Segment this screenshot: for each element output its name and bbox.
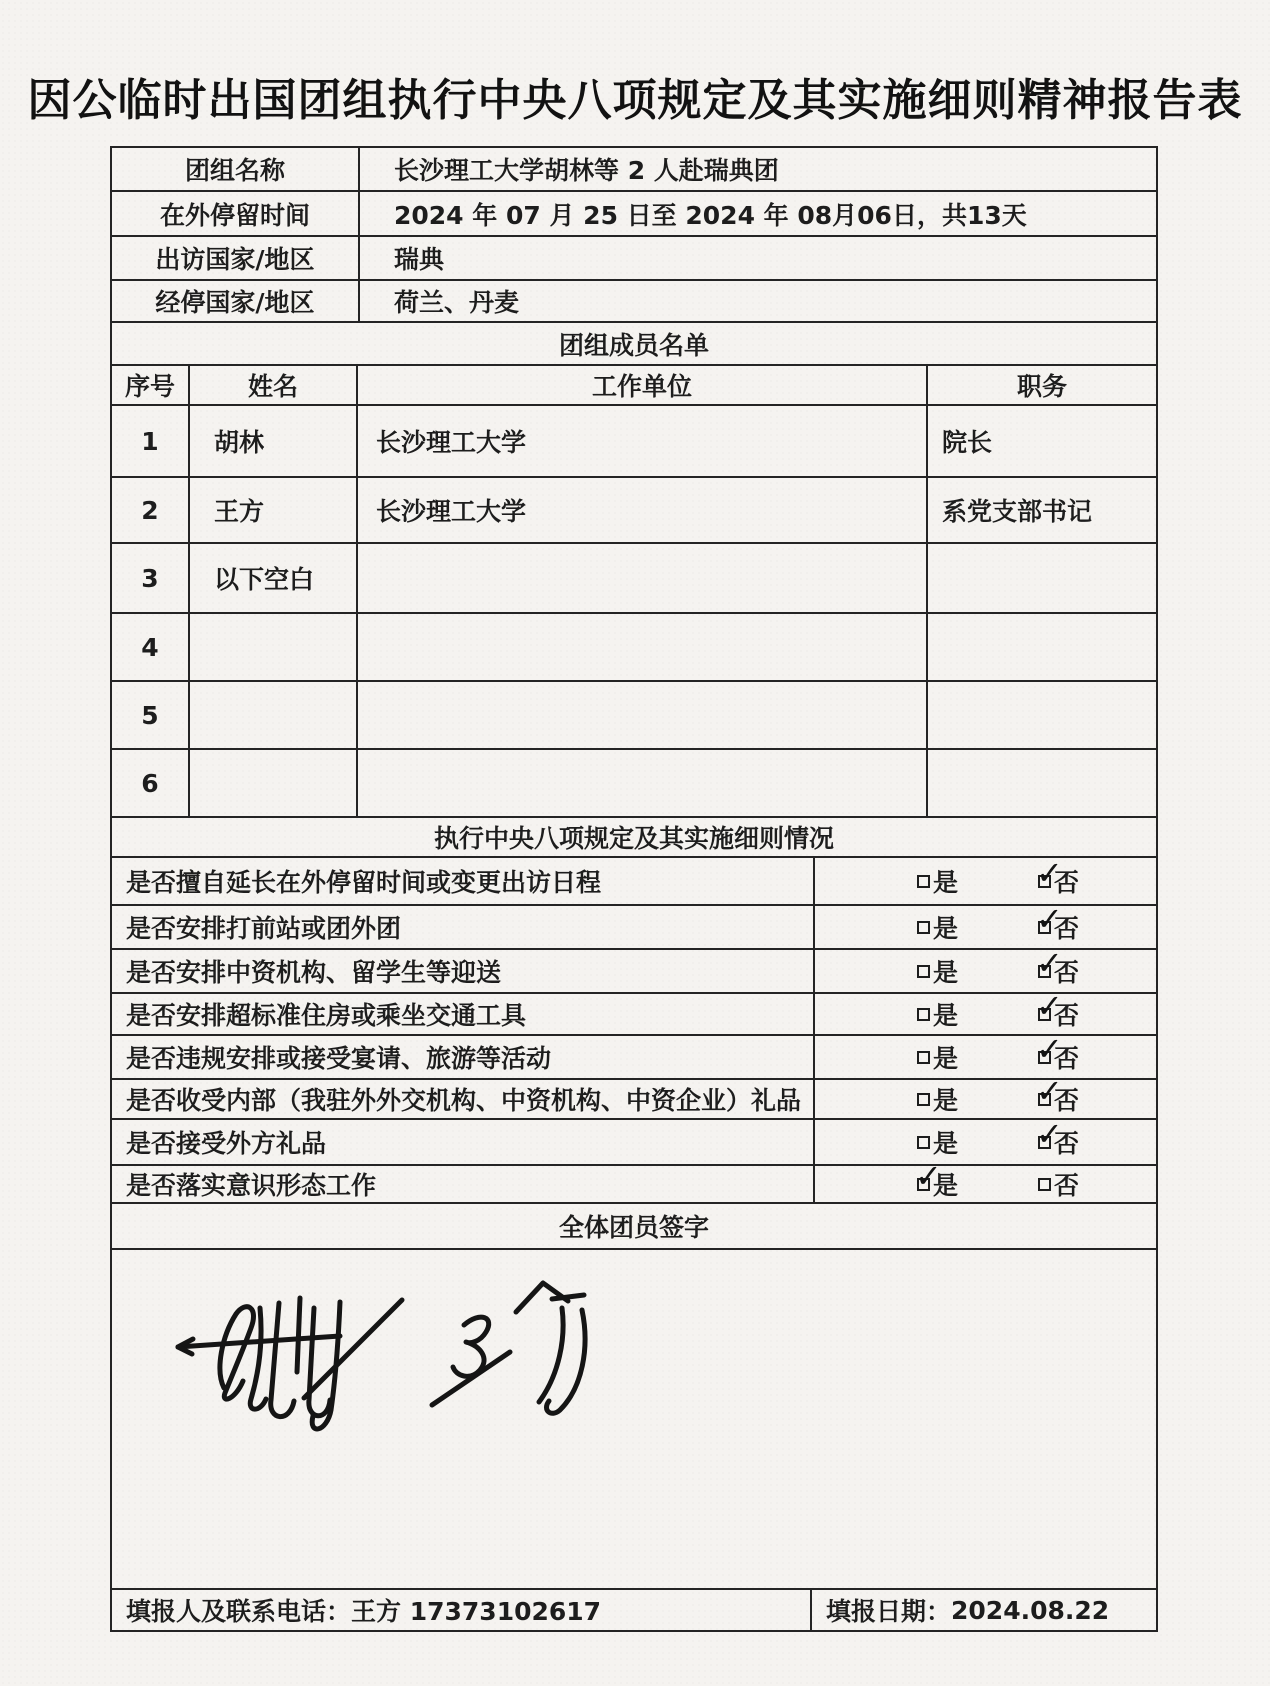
compliance-question-row [112, 950, 1156, 994]
question-answer [815, 1120, 1156, 1164]
question-label: 是否安排中资机构、留学生等迎送 [112, 950, 815, 992]
signature-wangfang [432, 1283, 585, 1413]
compliance-question-row [112, 1036, 1156, 1080]
question-label: 是否收受内部（我驻外外交机构、中资机构、中资企业）礼品 [112, 1080, 815, 1118]
report-date-value: 2024.08.22 [951, 1595, 1110, 1625]
filer-label: 填报人及联系电话： [126, 1597, 352, 1626]
no-label: 否 [1054, 1171, 1080, 1200]
question-label: 是否安排超标准住房或乘坐交通工具 [112, 994, 815, 1034]
report-form-table [110, 146, 1158, 1632]
member-title [928, 750, 1156, 816]
member-name [190, 614, 358, 680]
signature-hulin [178, 1298, 402, 1429]
checkbox-yes [917, 875, 930, 888]
column-header-org: 工作单位 [358, 366, 928, 404]
section-title-compliance: 执行中央八项规定及其实施细则情况 [112, 818, 1156, 858]
member-name [190, 750, 358, 816]
column-header-name: 姓名 [190, 366, 358, 404]
field-value-destination-country: 瑞典 [394, 245, 445, 274]
question-label: 是否擅自延长在外停留时间或变更出访日程 [112, 858, 815, 904]
field-value-transit-country: 荷兰、丹麦 [394, 288, 520, 317]
yes-label: 是 [933, 1086, 959, 1115]
no-label: 否 [1054, 914, 1080, 943]
no-label: 否 [1054, 958, 1080, 987]
member-org [358, 544, 928, 612]
column-header-title: 职务 [1016, 372, 1067, 401]
checkbox-no [1038, 875, 1051, 888]
field-label-group-name: 团组名称 [112, 148, 360, 190]
question-answer [815, 994, 1156, 1034]
checkbox-no [1038, 965, 1051, 978]
checkbox-yes [917, 1136, 930, 1149]
no-label: 否 [1054, 1129, 1080, 1158]
question-answer [815, 1036, 1156, 1078]
report-date-label: 填报日期： [826, 1597, 952, 1626]
column-header-no: 序号 [112, 366, 190, 404]
question-answer [815, 1080, 1156, 1118]
member-org [358, 614, 928, 680]
member-org [358, 682, 928, 748]
member-row [112, 406, 1156, 478]
member-no: 4 [112, 614, 190, 680]
field-label-stay-duration: 在外停留时间 [112, 192, 360, 235]
field-value-group-name: 长沙理工大学胡林等 2 人赴瑞典团 [394, 156, 779, 185]
member-title: 系党支部书记 [942, 497, 1093, 526]
field-label-destination-country: 出访国家/地区 [112, 237, 360, 279]
compliance-question-row [112, 1080, 1156, 1120]
yes-label: 是 [933, 1001, 959, 1030]
member-title [928, 682, 1156, 748]
info-row-transit-country [112, 281, 1156, 323]
member-org: 长沙理工大学 [358, 406, 928, 476]
checkbox-no [1038, 921, 1051, 934]
checkbox-no [1038, 1008, 1051, 1021]
info-row-group-name [112, 148, 1156, 192]
compliance-question-row [112, 1120, 1156, 1166]
member-name [190, 682, 358, 748]
info-row-destination-country [112, 237, 1156, 281]
checkbox-yes [917, 1008, 930, 1021]
member-no: 1 [112, 406, 190, 476]
no-label: 否 [1054, 868, 1080, 897]
no-label: 否 [1054, 1001, 1080, 1030]
filer-cell [112, 1590, 812, 1630]
yes-label: 是 [933, 914, 959, 943]
member-row [112, 750, 1156, 818]
question-answer [815, 950, 1156, 992]
info-row-stay-duration [112, 192, 1156, 237]
yes-label: 是 [933, 958, 959, 987]
compliance-question-row [112, 994, 1156, 1036]
member-table-header-row [112, 366, 1156, 406]
question-label: 是否落实意识形态工作 [112, 1166, 815, 1202]
question-label: 是否接受外方礼品 [112, 1120, 815, 1164]
signature-area [112, 1250, 1156, 1590]
field-value-stay-duration: 2024 年 07 月 25 日至 2024 年 08月06日，共13天 [394, 200, 1027, 230]
field-label-transit-country: 经停国家/地区 [112, 281, 360, 321]
checkbox-no [1038, 1178, 1051, 1191]
question-answer [815, 858, 1156, 904]
checkbox-no [1038, 1051, 1051, 1064]
checkbox-no [1038, 1093, 1051, 1106]
compliance-question-row [112, 1166, 1156, 1204]
compliance-question-row [112, 906, 1156, 950]
section-title-member-list: 团组成员名单 [112, 323, 1156, 366]
member-title: 院长 [942, 428, 993, 457]
member-org: 长沙理工大学 [358, 478, 928, 542]
footer-row [112, 1590, 1156, 1630]
filer-value: 王方 17373102617 [351, 1597, 602, 1626]
member-org [358, 750, 928, 816]
checkbox-yes [917, 1051, 930, 1064]
form-title: 因公临时出国团组执行中央八项规定及其实施细则精神报告表 [27, 75, 1243, 126]
member-no: 2 [112, 478, 190, 542]
no-label: 否 [1054, 1044, 1080, 1073]
checkbox-yes [917, 921, 930, 934]
member-name: 胡林 [190, 406, 358, 476]
yes-label: 是 [933, 868, 959, 897]
member-title [928, 614, 1156, 680]
yes-label: 是 [933, 1129, 959, 1158]
question-label: 是否安排打前站或团外团 [112, 906, 815, 948]
member-row [112, 544, 1156, 614]
no-label: 否 [1054, 1086, 1080, 1115]
question-label: 是否违规安排或接受宴请、旅游等活动 [112, 1036, 815, 1078]
member-row [112, 478, 1156, 544]
checkbox-yes [917, 965, 930, 978]
member-no: 3 [112, 544, 190, 612]
checkbox-yes [917, 1178, 930, 1191]
compliance-question-row [112, 858, 1156, 906]
checkbox-yes [917, 1093, 930, 1106]
member-name: 以下空白 [190, 544, 358, 612]
member-row [112, 682, 1156, 750]
handwritten-signatures [112, 1250, 1156, 1586]
member-name: 王方 [190, 478, 358, 542]
yes-label: 是 [933, 1044, 959, 1073]
member-no: 6 [112, 750, 190, 816]
checkbox-no [1038, 1136, 1051, 1149]
member-title [928, 544, 1156, 612]
question-answer [815, 1166, 1156, 1202]
member-row [112, 614, 1156, 682]
member-no: 5 [112, 682, 190, 748]
section-title-signatures: 全体团员签字 [112, 1204, 1156, 1250]
question-answer [815, 906, 1156, 948]
report-date-cell [812, 1590, 1156, 1630]
yes-label: 是 [933, 1171, 959, 1200]
